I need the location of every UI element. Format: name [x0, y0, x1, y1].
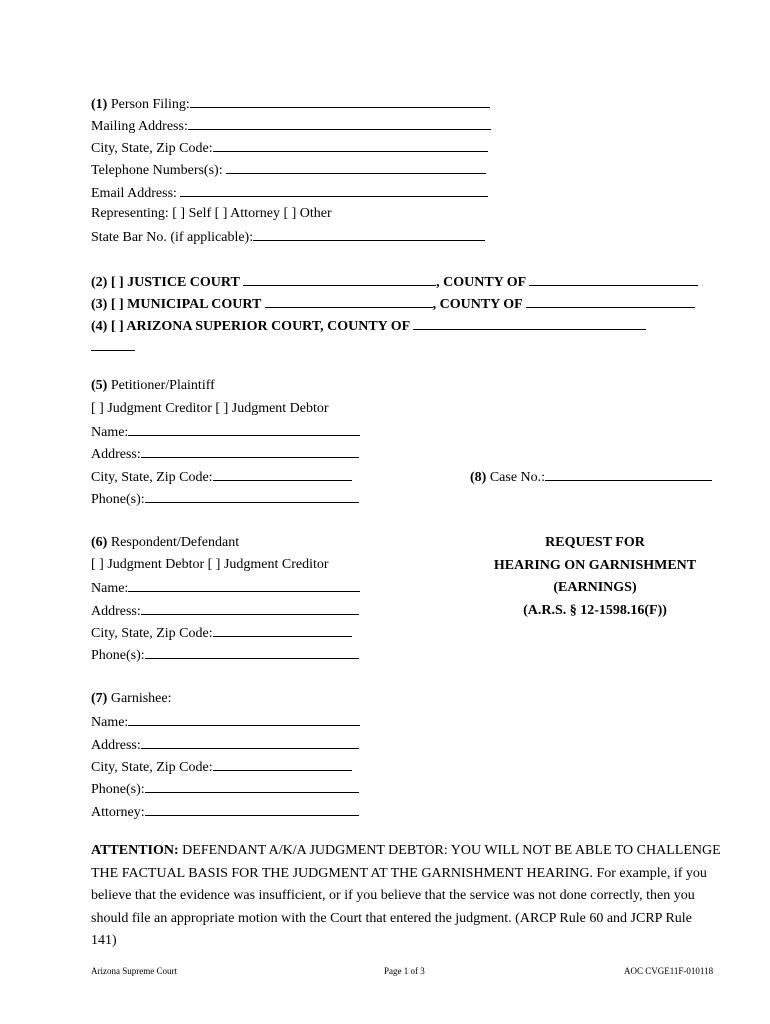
- superior-county-field-continued[interactable]: [91, 335, 135, 351]
- respondent-name-field[interactable]: [128, 576, 360, 592]
- mailing-address-row: [91, 114, 491, 136]
- garnishee-name-label: Name:: [91, 715, 129, 730]
- respondent-address-field[interactable]: [141, 599, 359, 615]
- garnishee-address-row: [91, 733, 359, 755]
- garnishee-name-field[interactable]: [128, 710, 360, 726]
- superior-county-continuation: [91, 335, 135, 357]
- garnishee-phone-field[interactable]: [145, 777, 359, 793]
- petitioner-phone-label: Phone(s):: [91, 492, 145, 507]
- superior-court-row[interactable]: [91, 314, 646, 336]
- petitioner-title: Petitioner/Plaintiff: [110, 378, 215, 393]
- respondent-name-label: Name:: [91, 581, 129, 596]
- garnishee-phone-label: Phone(s):: [91, 782, 145, 797]
- case-no-label: Case No.:: [489, 470, 546, 485]
- garnishee-title: Garnishee:: [110, 691, 172, 706]
- bar-no-field[interactable]: [253, 225, 485, 241]
- representing-row[interactable]: [91, 203, 332, 225]
- email-label: Email Address:: [91, 186, 177, 201]
- section-number: (1): [91, 97, 108, 112]
- petitioner-heading: [91, 375, 215, 397]
- email-field[interactable]: [180, 181, 488, 197]
- attention-text: DEFENDANT A/K/A JUDGMENT DEBTOR: YOU WILL NOT BE ABLE TO CHALLENGE THE FACTUAL BASIS FOR THE JUDGMENT AT THE GARNISHMENT HEARING. For example, if you believe that the evidence was insufficient, or if you believe that the service was not done correctly, then you should file an appropriate motion with the Court that entered the judgment. (ARCP Rule 60 and JCRP Rule 141): [91, 843, 721, 948]
- case-no-row: [470, 465, 712, 487]
- person-filing-field[interactable]: [190, 92, 490, 108]
- petitioner-phone-row: [91, 487, 359, 509]
- superior-county-field[interactable]: [413, 314, 646, 330]
- respondent-city-label: City, State, Zip Code:: [91, 626, 213, 641]
- telephone-row: [91, 158, 486, 180]
- title-line-1: REQUEST FOR: [545, 535, 645, 550]
- justice-court-field[interactable]: [243, 270, 436, 286]
- justice-county-field[interactable]: [529, 270, 698, 286]
- garnishee-attorney-row: [91, 800, 359, 822]
- garnishee-attorney-field[interactable]: [145, 800, 359, 816]
- petitioner-role-options[interactable]: [ ] Judgment Creditor [ ] Judgment Debtor: [91, 401, 329, 416]
- petitioner-name-label: Name:: [91, 425, 129, 440]
- representing-options[interactable]: Representing: [ ] Self [ ] Attorney [ ] Other: [91, 206, 332, 221]
- respondent-address-row: [91, 599, 359, 621]
- garnishee-city-label: City, State, Zip Code:: [91, 760, 213, 775]
- garnishee-name-row: [91, 710, 360, 732]
- respondent-phone-field[interactable]: [145, 643, 359, 659]
- justice-court-row[interactable]: [91, 270, 698, 292]
- respondent-phone-row: [91, 643, 359, 665]
- attention-label: ATTENTION:: [91, 843, 179, 858]
- attention-notice: [91, 840, 721, 953]
- footer-left: Arizona Supreme Court: [91, 966, 177, 976]
- mailing-address-label: Mailing Address:: [91, 119, 188, 134]
- footer-form-code: AOC CVGE11F-010118: [624, 966, 714, 976]
- petitioner-name-row: [91, 420, 360, 442]
- municipal-court-field[interactable]: [265, 292, 433, 308]
- petitioner-city-label: City, State, Zip Code:: [91, 470, 213, 485]
- petitioner-options[interactable]: [91, 398, 329, 420]
- garnishee-attorney-label: Attorney:: [91, 805, 145, 820]
- respondent-address-label: Address:: [91, 604, 141, 619]
- justice-court-label[interactable]: (2) [ ] JUSTICE COURT: [91, 275, 240, 290]
- justice-county-label: , COUNTY OF: [436, 275, 526, 290]
- respondent-city-row: [91, 621, 352, 643]
- section-number: (5): [91, 378, 108, 393]
- person-filing-row: [91, 92, 490, 114]
- municipal-county-label: , COUNTY OF: [432, 297, 523, 312]
- bar-no-label: State Bar No. (if applicable):: [91, 230, 254, 245]
- bar-no-row: [91, 225, 485, 247]
- document-title: [440, 532, 750, 622]
- city-state-zip-label: City, State, Zip Code:: [91, 141, 213, 156]
- municipal-court-label[interactable]: (3) [ ] MUNICIPAL COURT: [91, 297, 262, 312]
- petitioner-address-field[interactable]: [141, 442, 359, 458]
- petitioner-address-label: Address:: [91, 447, 141, 462]
- respondent-name-row: [91, 576, 360, 598]
- municipal-county-field[interactable]: [526, 292, 695, 308]
- telephone-label: Telephone Numbers(s):: [91, 163, 223, 178]
- garnishee-city-row: [91, 755, 352, 777]
- respondent-role-options[interactable]: [ ] Judgment Debtor [ ] Judgment Creditor: [91, 557, 329, 572]
- title-line-2: HEARING ON GARNISHMENT: [493, 557, 697, 573]
- section-number: (8): [470, 470, 487, 485]
- garnishee-address-field[interactable]: [141, 733, 359, 749]
- title-line-4: (A.R.S. § 12-1598.16(F)): [523, 602, 667, 618]
- city-state-zip-field[interactable]: [213, 136, 488, 152]
- respondent-phone-label: Phone(s):: [91, 648, 145, 663]
- city-state-zip-row: [91, 136, 488, 158]
- respondent-city-field[interactable]: [213, 621, 352, 637]
- petitioner-city-field[interactable]: [213, 465, 352, 481]
- petitioner-address-row: [91, 442, 359, 464]
- petitioner-name-field[interactable]: [128, 420, 360, 436]
- respondent-title: Respondent/Defendant: [110, 535, 240, 550]
- section-number: (6): [91, 535, 108, 550]
- respondent-options[interactable]: [91, 554, 329, 576]
- person-filing-label: Person Filing:: [110, 97, 190, 112]
- case-no-field[interactable]: [545, 465, 712, 481]
- telephone-field[interactable]: [226, 158, 486, 174]
- garnishee-city-field[interactable]: [213, 755, 352, 771]
- email-row: [91, 181, 488, 203]
- section-number: (7): [91, 691, 108, 706]
- title-line-3: (EARNINGS): [553, 580, 637, 595]
- mailing-address-field[interactable]: [188, 114, 491, 130]
- respondent-heading: [91, 532, 239, 554]
- municipal-court-row[interactable]: [91, 292, 695, 314]
- petitioner-city-row: [91, 465, 352, 487]
- garnishee-address-label: Address:: [91, 738, 141, 753]
- garnishee-heading: [91, 688, 171, 710]
- garnishee-phone-row: [91, 777, 359, 799]
- footer-page-number: Page 1 of 3: [384, 966, 425, 976]
- superior-court-label[interactable]: (4) [ ] ARIZONA SUPERIOR COURT, COUNTY OF: [91, 319, 410, 334]
- petitioner-phone-field[interactable]: [145, 487, 359, 503]
